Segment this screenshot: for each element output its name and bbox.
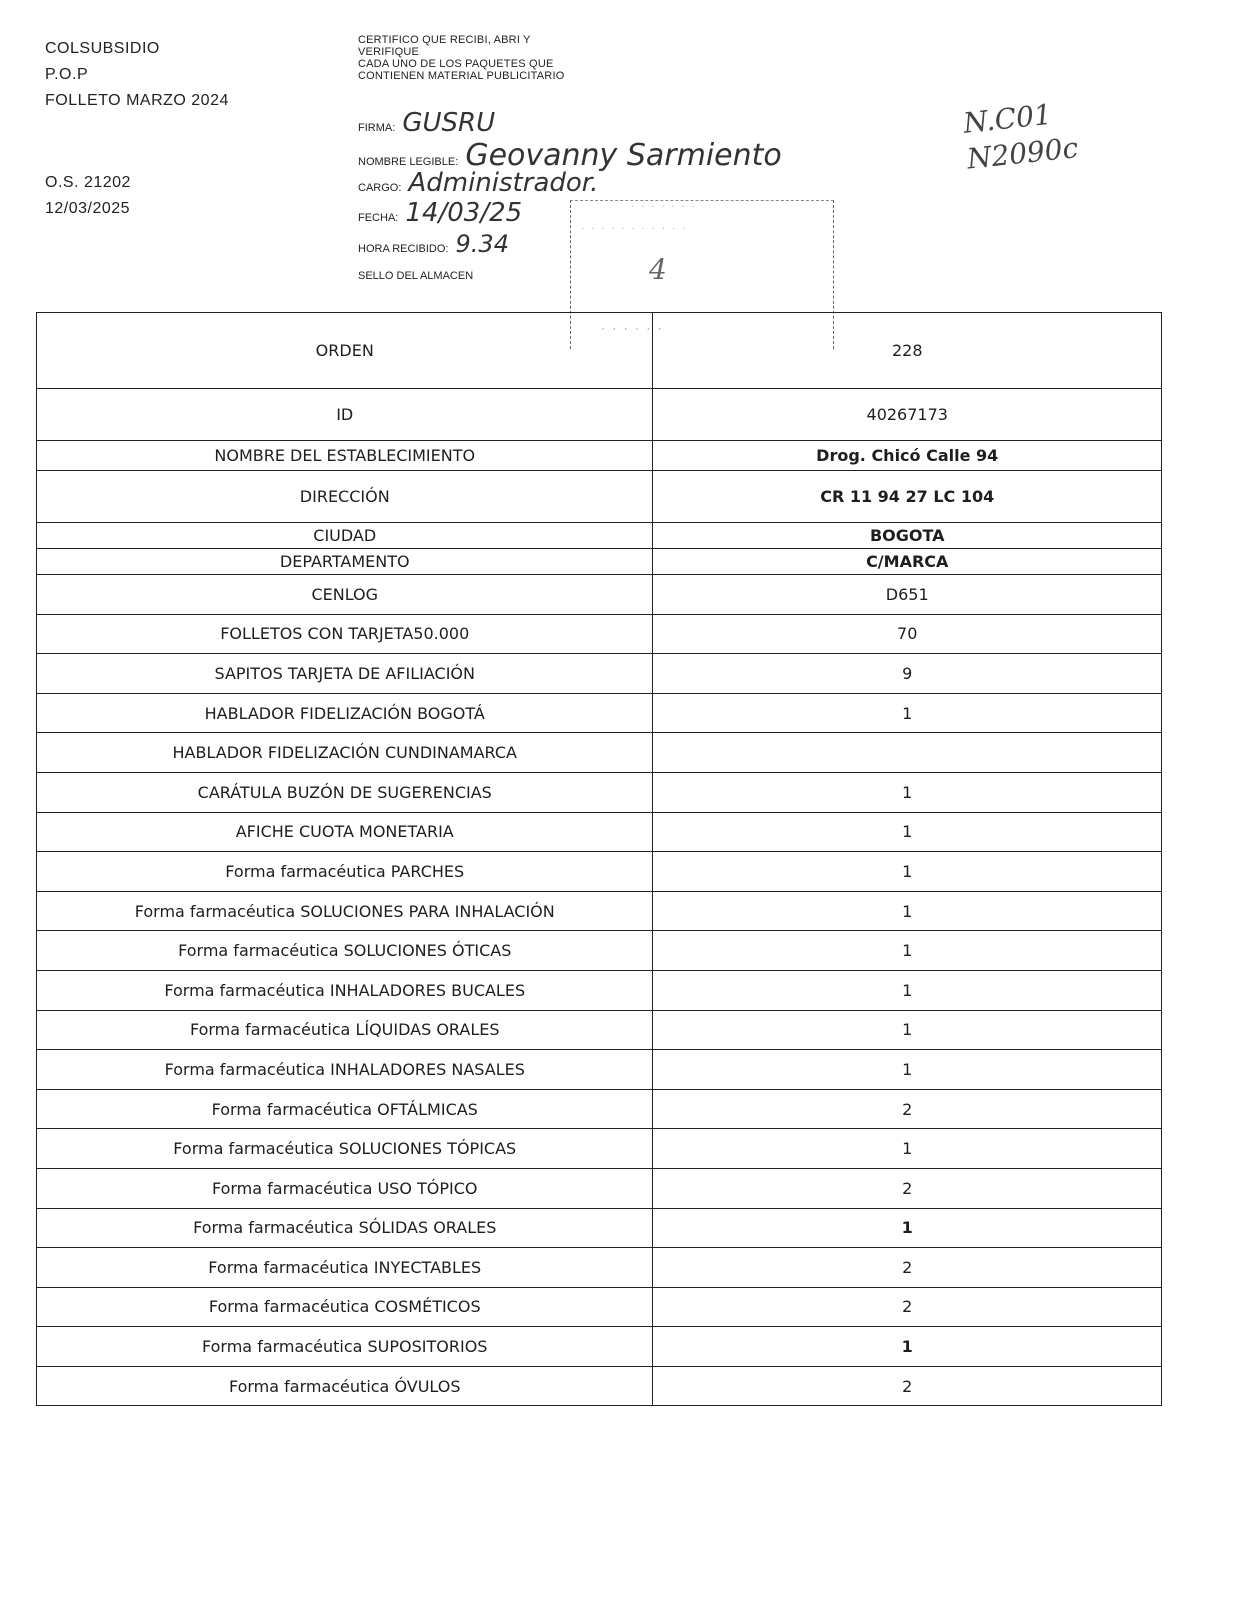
row-label: Forma farmacéutica COSMÉTICOS [37, 1287, 653, 1327]
table-row [37, 1287, 1162, 1327]
row-value: 1 [653, 970, 1162, 1010]
firma-row [358, 108, 495, 138]
cargo-value: Administrador. [408, 168, 599, 198]
row-value: 1 [653, 772, 1162, 812]
row-value: 9 [653, 654, 1162, 694]
row-label: HABLADOR FIDELIZACIÓN BOGOTÁ [37, 693, 653, 733]
row-label: DEPARTAMENTO [37, 549, 653, 575]
row-value: 1 [653, 1050, 1162, 1090]
row-value: 1 [653, 1010, 1162, 1050]
row-value: 2 [653, 1366, 1162, 1406]
row-label: AFICHE CUOTA MONETARIA [37, 812, 653, 852]
table-row [37, 891, 1162, 931]
hora-value: 9.34 [455, 230, 509, 258]
row-label: Forma farmacéutica USO TÓPICO [37, 1168, 653, 1208]
row-value: 228 [653, 313, 1162, 389]
row-label: Forma farmacéutica INYECTABLES [37, 1248, 653, 1288]
row-value: 2 [653, 1168, 1162, 1208]
table-row [37, 549, 1162, 575]
fecha-label: FECHA: [358, 212, 399, 224]
row-value: CR 11 94 27 LC 104 [653, 471, 1162, 523]
row-value: 1 [653, 852, 1162, 892]
stamp-mark: 4 [649, 253, 667, 286]
table-row [37, 812, 1162, 852]
table-row [37, 1208, 1162, 1248]
row-label: NOMBRE DEL ESTABLECIMIENTO [37, 441, 653, 471]
row-value: BOGOTA [653, 523, 1162, 549]
table-row [37, 1129, 1162, 1169]
row-value: 2 [653, 1248, 1162, 1288]
table-row [37, 1327, 1162, 1367]
table-row [37, 1168, 1162, 1208]
cargo-row [358, 168, 598, 198]
header-date: 12/03/2025 [45, 200, 131, 217]
table-row [37, 441, 1162, 471]
row-label: Forma farmacéutica INHALADORES NASALES [37, 1050, 653, 1090]
nombre-value: Geovanny Sarmiento [465, 138, 782, 173]
firma-signature: GUSRU [402, 108, 496, 138]
row-value: 1 [653, 891, 1162, 931]
table-row [37, 1366, 1162, 1406]
company-name: COLSUBSIDIO [45, 40, 160, 57]
row-label: HABLADOR FIDELIZACIÓN CUNDINAMARCA [37, 733, 653, 773]
cert-line: CONTIENEN MATERIAL PUBLICITARIO [358, 70, 565, 82]
table-row [37, 471, 1162, 523]
table-row [37, 693, 1162, 733]
row-label: Forma farmacéutica SUPOSITORIOS [37, 1327, 653, 1367]
table-row [37, 614, 1162, 654]
table-row [37, 654, 1162, 694]
stamp-line: · · · · · · [601, 321, 664, 335]
fecha-value: 14/03/25 [405, 198, 523, 228]
table-row [37, 931, 1162, 971]
hora-label: HORA RECIBIDO: [358, 243, 449, 255]
stamp-line: · · · · · · · [631, 201, 697, 212]
row-value: 1 [653, 1208, 1162, 1248]
row-value: 1 [653, 812, 1162, 852]
table-row [37, 313, 1162, 389]
certificate-text [358, 34, 638, 82]
firma-label: FIRMA: [358, 122, 396, 134]
row-label: Forma farmacéutica SÓLIDAS ORALES [37, 1208, 653, 1248]
table-row [37, 1089, 1162, 1129]
table-row [37, 389, 1162, 441]
row-value: D651 [653, 575, 1162, 615]
row-value: 70 [653, 614, 1162, 654]
table-row [37, 575, 1162, 615]
row-label: Forma farmacéutica SOLUCIONES ÓTICAS [37, 931, 653, 971]
row-label: Forma farmacéutica SOLUCIONES PARA INHALACIÓN [37, 891, 653, 931]
row-value [653, 733, 1162, 773]
row-value: 1 [653, 1327, 1162, 1367]
cert-line: CADA UNO DE LOS PAQUETES QUE [358, 58, 554, 70]
row-label: Forma farmacéutica SOLUCIONES TÓPICAS [37, 1129, 653, 1169]
fecha-row [358, 198, 522, 228]
delivery-table [36, 312, 1162, 1406]
row-value: Drog. Chicó Calle 94 [653, 441, 1162, 471]
header-left [45, 36, 229, 222]
table-row [37, 733, 1162, 773]
row-value: 2 [653, 1287, 1162, 1327]
row-value: 1 [653, 1129, 1162, 1169]
row-label: Forma farmacéutica LÍQUIDAS ORALES [37, 1010, 653, 1050]
note-line: N2090c [965, 131, 1080, 176]
row-value: 1 [653, 931, 1162, 971]
row-label: Forma farmacéutica PARCHES [37, 852, 653, 892]
row-label: SAPITOS TARJETA DE AFILIACIÓN [37, 654, 653, 694]
cargo-label: CARGO: [358, 182, 402, 194]
table-row [37, 1050, 1162, 1090]
sello-row [358, 270, 473, 282]
row-value: 1 [653, 693, 1162, 733]
table-row [37, 1010, 1162, 1050]
row-value: C/MARCA [653, 549, 1162, 575]
row-value: 40267173 [653, 389, 1162, 441]
table-row [37, 852, 1162, 892]
cert-line: CERTIFICO QUE RECIBI, ABRI Y [358, 34, 531, 46]
pop-label: P.O.P [45, 66, 89, 83]
row-label: DIRECCIÓN [37, 471, 653, 523]
hora-row [358, 230, 509, 258]
table-row [37, 772, 1162, 812]
nombre-label: NOMBRE LEGIBLE: [358, 156, 459, 168]
note-line: N.C01 [961, 97, 1054, 140]
row-label: FOLLETOS CON TARJETA50.000 [37, 614, 653, 654]
row-label: Forma farmacéutica INHALADORES BUCALES [37, 970, 653, 1010]
row-label: ORDEN [37, 313, 653, 389]
table-row [37, 1248, 1162, 1288]
row-label: Forma farmacéutica OFTÁLMICAS [37, 1089, 653, 1129]
os-number: O.S. 21202 [45, 174, 131, 191]
stamp-line: · · · · · · · · · · · [581, 223, 688, 234]
row-label: CENLOG [37, 575, 653, 615]
row-value: 2 [653, 1089, 1162, 1129]
folleto-label: FOLLETO MARZO 2024 [45, 92, 229, 109]
row-label: CIUDAD [37, 523, 653, 549]
row-label: CARÁTULA BUZÓN DE SUGERENCIAS [37, 772, 653, 812]
cert-line: VERIFIQUE [358, 46, 420, 58]
table-row [37, 970, 1162, 1010]
row-label: ID [37, 389, 653, 441]
row-label: Forma farmacéutica ÓVULOS [37, 1366, 653, 1406]
handwritten-note [962, 94, 1080, 177]
table-row [37, 523, 1162, 549]
sello-label: SELLO DEL ALMACEN [358, 270, 474, 282]
